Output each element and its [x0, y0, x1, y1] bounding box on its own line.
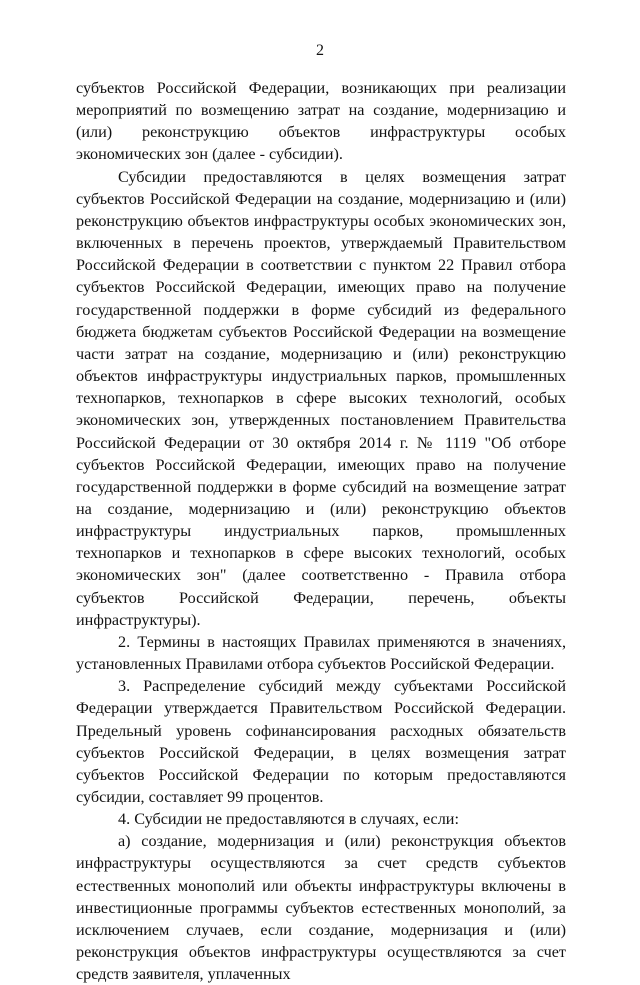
paragraph-4-exclusions: 4. Субсидии не предоставляются в случаях, если: — [118, 810, 459, 829]
page-number: 2 — [316, 42, 324, 59]
paragraph-subsidies-purpose: Субсидии предоставляются в целях возмещения затрат субъектов Российской Федерации на создание, модернизацию и (или) реконструкцию объектов инфраструктуры особых экономических зон, включенных в перечень проектов, утверждаемый Правительством Российской Федерации в соответствии с пунктом 22 Правил отбора субъектов Российской Федерации, имеющих право на получение государственной поддержки в форме субсидий из федерального бюджета бюджетам субъектов Российской Федерации на возмещение части затрат на создание, модернизацию и (или) реконструкцию объектов инфраструктуры индустриальных парков, промышленных технопарков, технопарков в сфере высоких технологий, особых экономических зон, утвержденных постановлением Правительства Российской Федерации от 30 октября 2014 г. № 1119 "Об отборе субъектов Российской Федерации, имеющих право на получение государственной поддержки в форме субсидий на возмещение затрат на создание, модернизацию и (или) реконструкцию объектов инфраструктуры индустриальных парков, промышленных технопарков и технопарков в сфере высоких технологий, особых экономических зон" (далее соответственно - Правила отбора субъектов Российской Федерации, перечень, объекты инфраструктуры). — [76, 167, 566, 629]
document-body — [76, 77, 566, 985]
paragraph-2-terms: 2. Термины в настоящих Правилах применяются в значениях, установленных Правилами отбора субъектов Российской Федерации. — [76, 632, 566, 674]
paragraph-subsidies-definition-continuation: субъектов Российской Федерации, возникающих при реализации мероприятий по возмещению затрат на создание, модернизацию и (или) реконструкцию объектов инфраструктуры особых экономических зон (далее - субсидии). — [76, 79, 566, 164]
paragraph-4a-natural-monopolies: а) создание, модернизация и (или) реконструкция объектов инфраструктуры осуществляются за счет средств субъектов естественных монополий или объекты инфраструктуры включены в инвестиционные программы субъектов естественных монополий, за исключением случаев, если создание, модернизация и (или) реконструкция объектов инфраструктуры осуществляются за счет средств заявителя, уплаченных — [76, 832, 566, 984]
paragraph-3-distribution: 3. Распределение субсидий между субъектами Российской Федерации утверждается Правительством Российской Федерации. Предельный уровень софинансирования расходных обязательств субъектов Российской Федерации, в целях возмещения затрат субъектов Российской Федерации по которым предоставляются субсидии, составляет 99 процентов. — [76, 677, 566, 806]
